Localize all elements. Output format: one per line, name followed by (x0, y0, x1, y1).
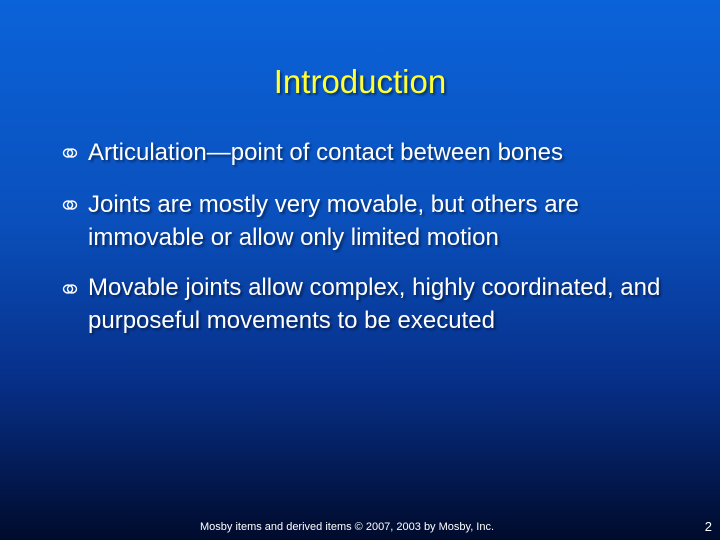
page-number: 2 (704, 519, 712, 534)
ring-bullet-icon (62, 145, 78, 161)
bullet-text: Movable joints allow complex, highly coordinated, and purposeful movements to be executed (88, 274, 661, 334)
ring-bullet-icon (62, 281, 78, 297)
ring-bullet-icon (62, 197, 78, 213)
copyright-footer: Mosby items and derived items © 2007, 2003 by Mosby, Inc. (200, 521, 495, 533)
bullet-text: Articulation—point of contact between bones (88, 139, 563, 166)
slide-title: Introduction (273, 63, 447, 100)
bullet-text: Joints are mostly very movable, but others are immovable or allow only limited motion (88, 191, 579, 251)
